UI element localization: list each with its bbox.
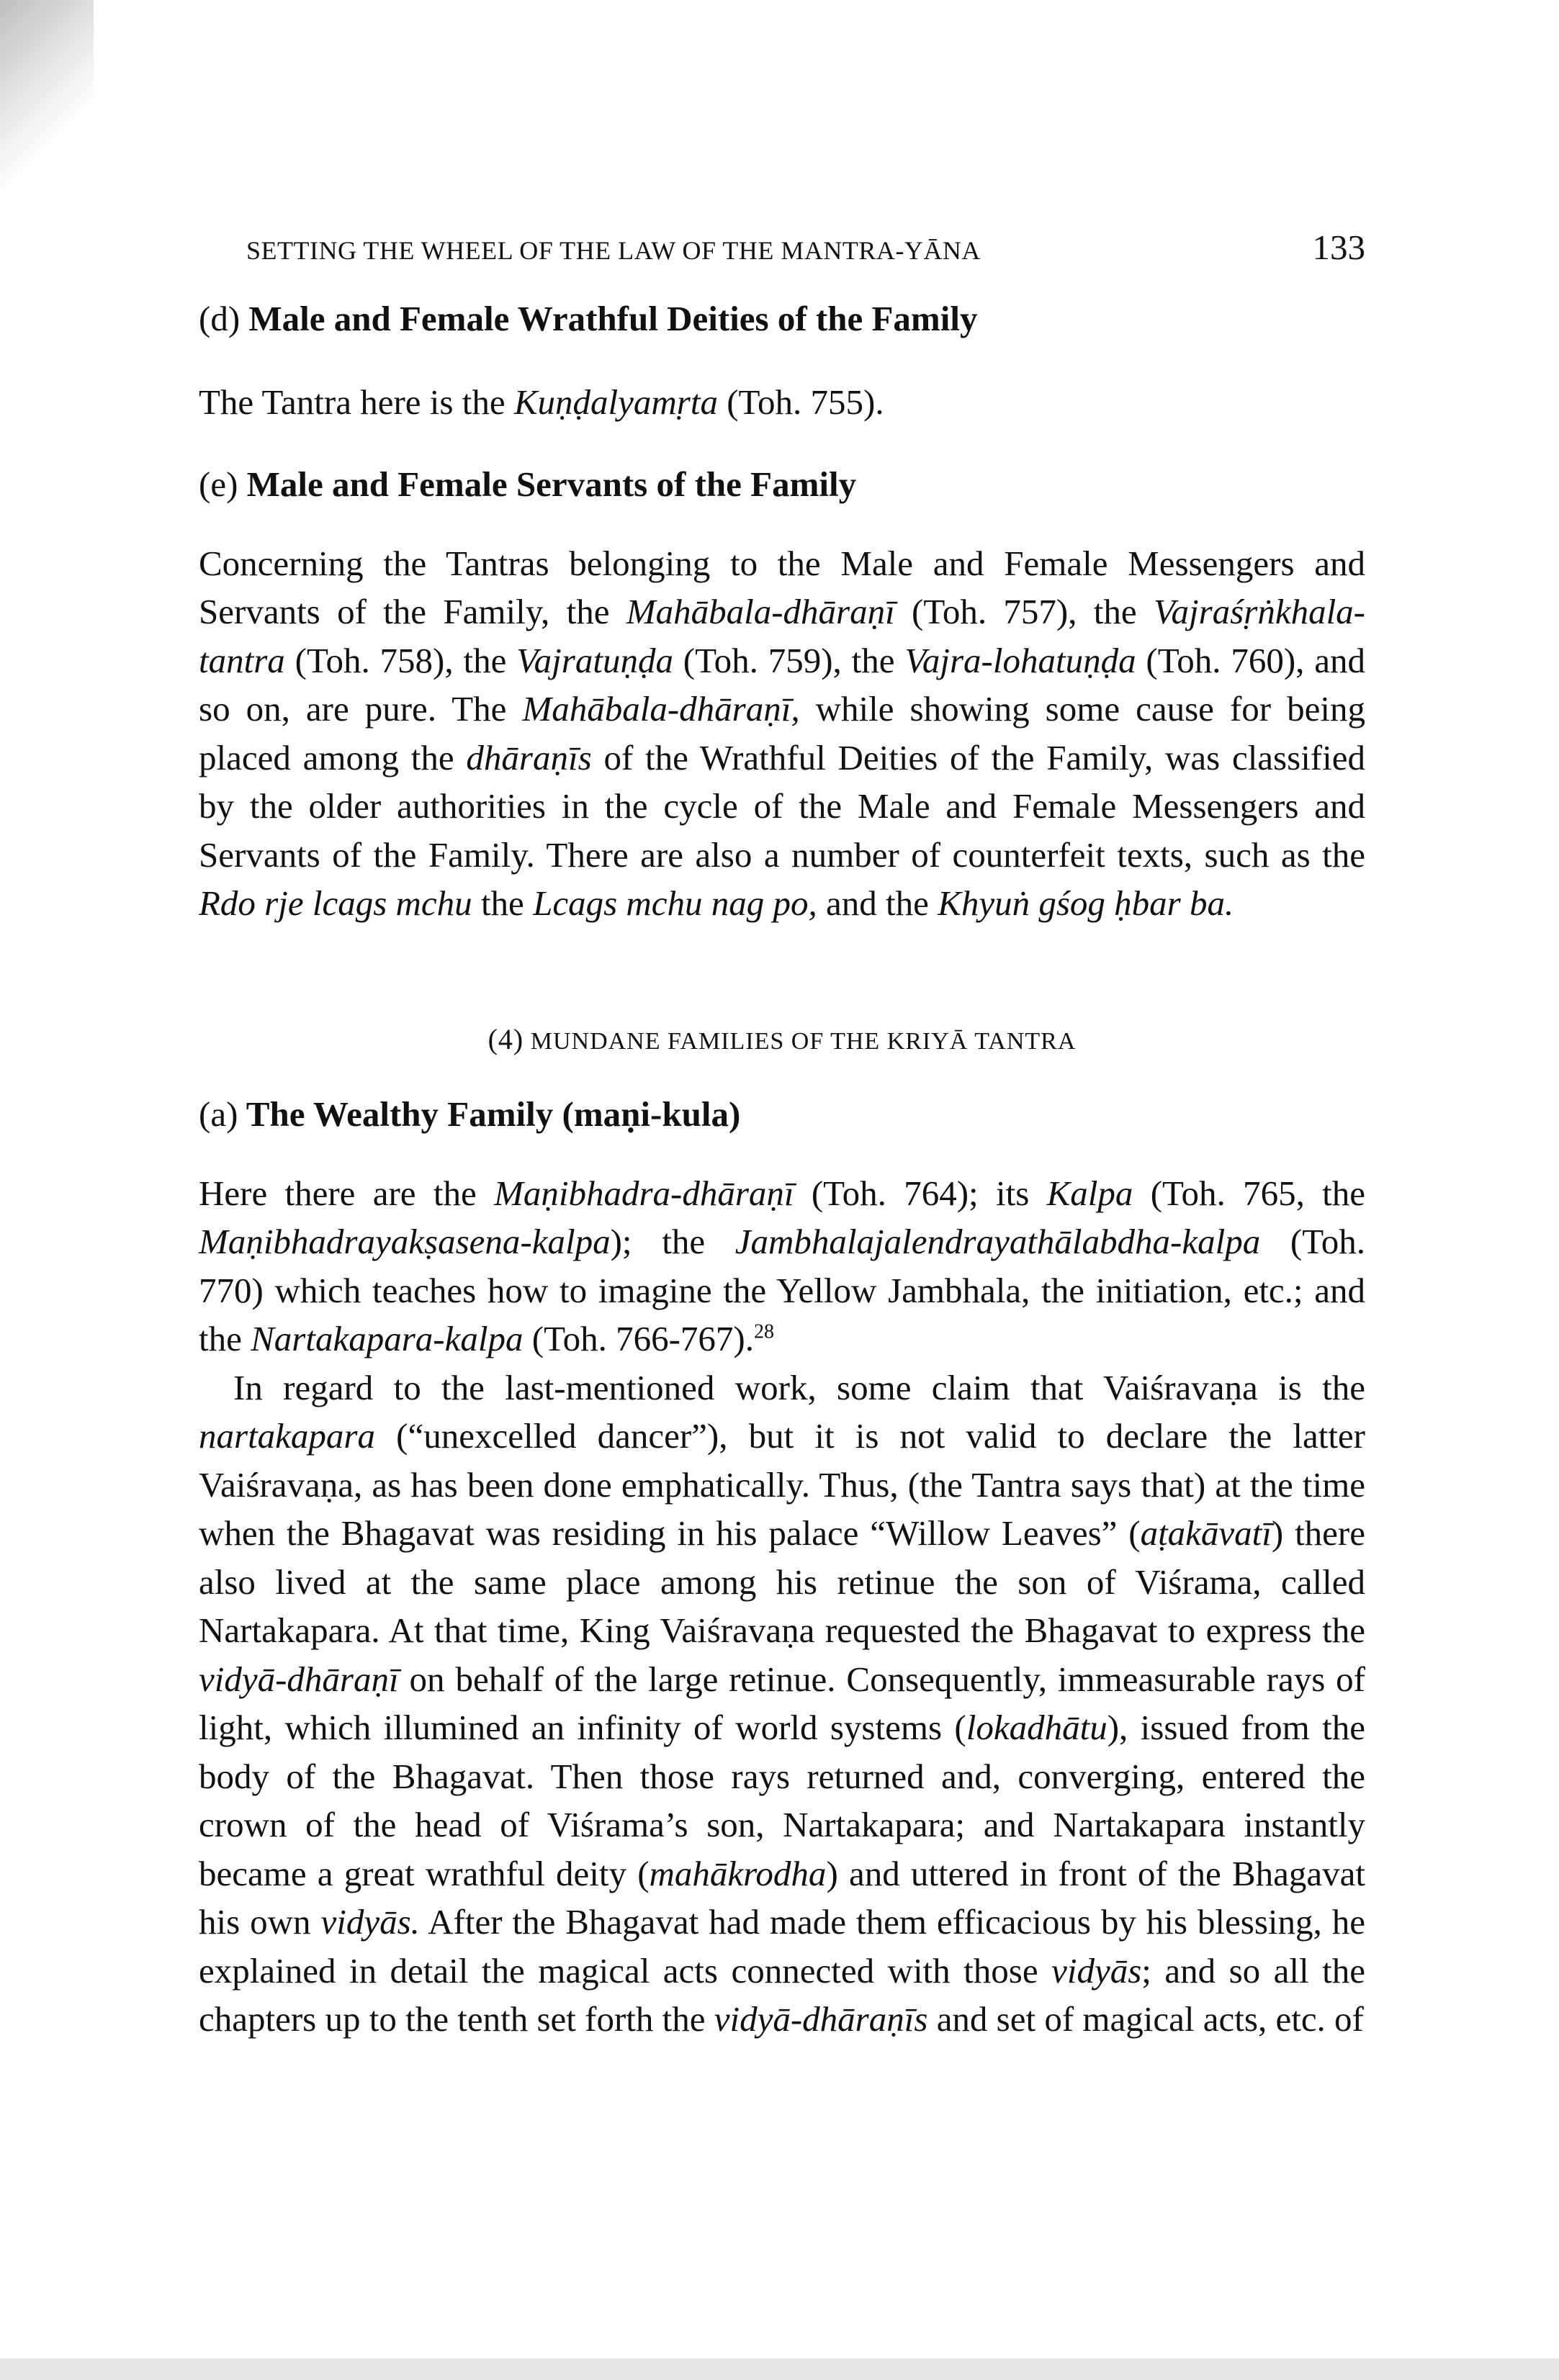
section-4-title: MUNDANE FAMILIES OF THE KRIYĀ TANTRA — [530, 1027, 1077, 1055]
heading-a-label: (a) — [199, 1094, 238, 1134]
heading-e — [199, 459, 1365, 510]
section-4-number: (4) — [488, 1022, 524, 1055]
paragraph-nartakapara: In regard to the last-mentioned work, some claim that Vaiśravaṇa is the nartakapara (“unexcelled dancer”), but it is not valid to declare the latter Vaiśravaṇa, as has been done emphatically. Thus, (the Tantra says that) at the time when the Bhagavat was residing in his palace “Willow Leaves” (aṭakāvatī) there also lived at the same place among his retinue the son of Viśrama, called Nartakapara. At that time, King Vaiśravaṇa requested the Bhagavat to express the vidyā-dhāraṇī on behalf of the large retinue. Consequently, immeasurable rays of light, which illumined an infinity of world systems (lokadhātu), issued from the body of the Bhagavat. Then those rays returned and, converging, entered the crown of the head of Viśrama’s son, Nartakapara; and Nartakapara instantly became a great wrathful deity (mahākrodha) and uttered in front of the Bhagavat his own vidyās. After the Bhagavat had made them efficacious by his blessing, he explained in detail the magical acts connected with those vidyās; and so all the chapters up to the tenth set forth the vidyā-dhāraṇīs and set of magical acts, etc. of — [199, 1367, 1365, 2039]
page-number: 133 — [1312, 227, 1365, 267]
heading-e-label: (e) — [199, 464, 238, 504]
heading-d-title: Male and Female Wrathful Deities of the Family — [248, 299, 978, 338]
book-page — [199, 227, 1365, 2044]
running-head — [246, 227, 1365, 284]
paragraph-d: The Tantra here is the Kuṇḍalyamṛta (Toh. 755). — [199, 382, 884, 422]
scan-bottom-edge — [0, 2358, 1559, 2380]
running-title: SETTING THE WHEEL OF THE LAW OF THE MANTRA-YĀNA — [246, 236, 981, 265]
paragraph-e: Concerning the Tantras belonging to the Male and Female Messengers and Servants of the Family, the Mahābala-dhāraṇī (Toh. 757), the Vajraśṛṅkhala-tantra (Toh. 758), the Vajratuṇḍa (Toh. 759), the Vajra-lohatuṇḍa (Toh. 760), and so on, are pure. The Mahābala-dhāraṇī, while showing some cause for being placed among the dhāraṇīs of the Wrathful Deities of the Family, was classified by the older authorities in the cycle of the Male and Female Messengers and Servants of the Family. There are also a number of counterfeit texts, such as the Rdo rje lcags mchu the Lcags mchu nag po, and the Khyuṅ gśog ḥbar ba. — [199, 543, 1365, 923]
heading-e-title: Male and Female Servants of the Family — [246, 464, 857, 504]
heading-a — [199, 1088, 1365, 1140]
heading-a-title: The Wealthy Family (maṇi-kula) — [246, 1094, 741, 1134]
heading-d — [199, 293, 1365, 345]
section-4-heading — [199, 1022, 1365, 1060]
scan-edge-shadow — [0, 0, 94, 187]
heading-d-label: (d) — [199, 299, 241, 338]
footnote-marker: 28 — [753, 1320, 774, 1343]
paragraph-a: Here there are the Maṇibhadra-dhāraṇī (Toh. 764); its Kalpa (Toh. 765, the Maṇibhadrayakṣasena-kalpa); the Jambhalajalendrayathālabdha-kalpa (Toh. 770) which teaches how to imagine the Yellow Jambhala, the initiation, etc.; and the Nartakapara-kalpa (Toh. 766-767).$^{28}$ — [199, 1173, 1366, 1358]
